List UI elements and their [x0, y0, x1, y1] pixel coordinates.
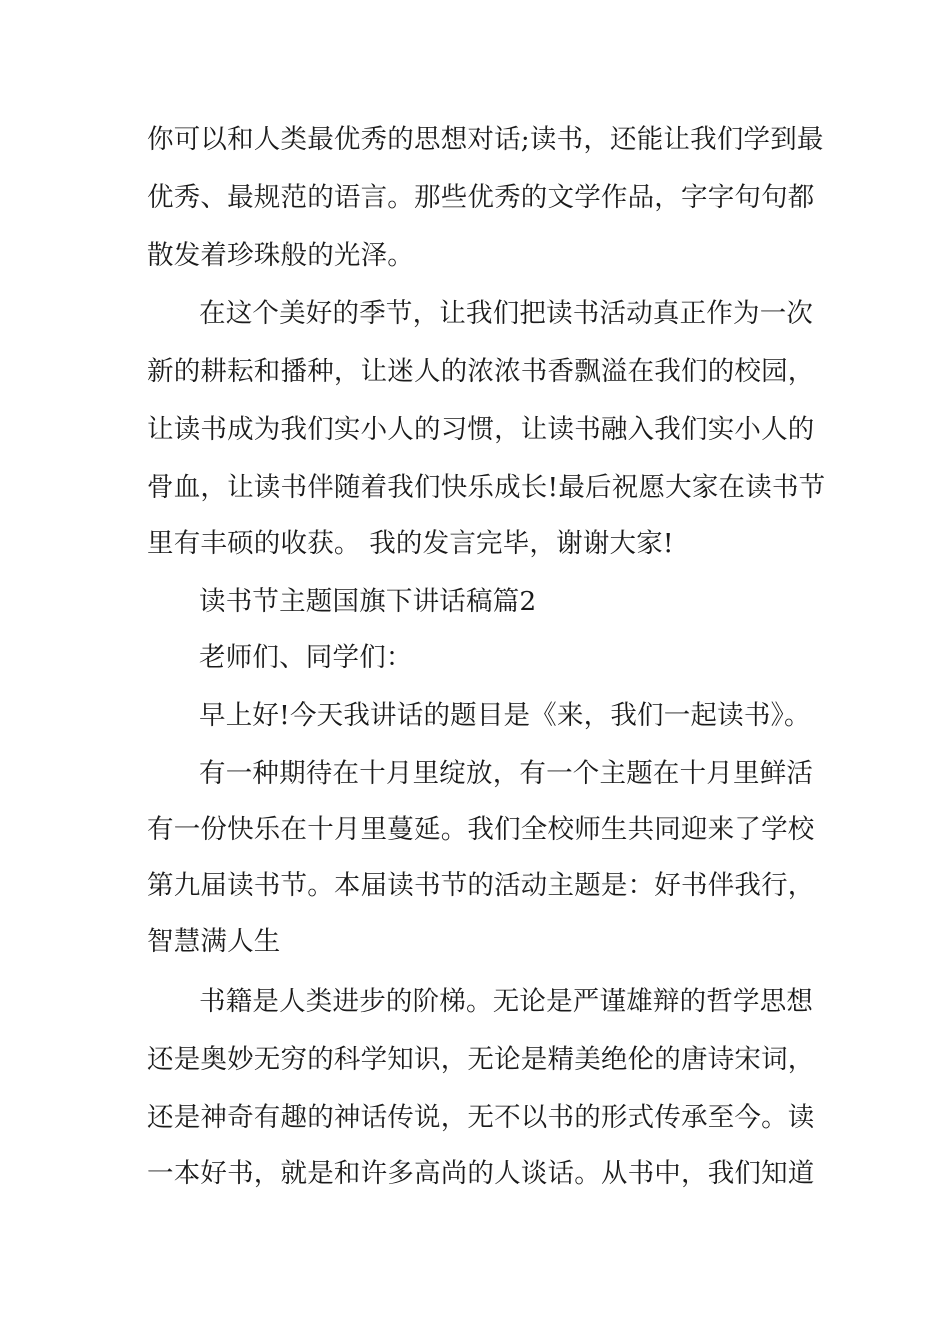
text-line: 有一份快乐在十月里蔓延。我们全校师生共同迎来了学校: [147, 814, 815, 845]
text-line: 骨血，让读书伴随着我们快乐成长!最后祝愿大家在读书节: [147, 472, 826, 503]
text-line: 智慧满人生: [147, 926, 281, 957]
text-line: 里有丰硕的收获。 我的发言完毕，谢谢大家!: [147, 528, 674, 559]
paragraph-start-line: 有一种期待在十月里绽放，有一个主题在十月里鲜活: [199, 758, 814, 789]
text-line: 让读书成为我们实小人的习惯，让读书融入我们实小人的: [147, 414, 815, 445]
text-line: 新的耕耘和播种，让迷人的浓浓书香飘溢在我们的校园，: [147, 356, 815, 387]
text-line: 你可以和人类最优秀的思想对话;读书，还能让我们学到最: [147, 124, 824, 155]
section-heading: 读书节主题国旗下讲话稿篇2: [199, 586, 537, 617]
text-line: 一本好书，就是和许多高尚的人谈话。从书中，我们知道: [147, 1158, 815, 1189]
text-line: 散发着珍珠般的光泽。: [147, 240, 414, 271]
greeting-line: 早上好!今天我讲话的题目是《来，我们一起读书》。: [199, 700, 811, 731]
text-line: 还是奥妙无穷的科学知识，无论是精美绝伦的唐诗宋词，: [147, 1044, 815, 1075]
text-line: 还是神奇有趣的神话传说，无不以书的形式传承至今。读: [147, 1102, 815, 1133]
salutation: 老师们、同学们：: [199, 642, 413, 673]
paragraph-start-line: 在这个美好的季节，让我们把读书活动真正作为一次: [199, 298, 814, 329]
paragraph-start-line: 书籍是人类进步的阶梯。无论是严谨雄辩的哲学思想: [199, 986, 814, 1017]
text-line: 第九届读书节。本届读书节的活动主题是：好书伴我行，: [147, 870, 815, 901]
text-line: 优秀、最规范的语言。那些优秀的文学作品，字字句句都: [147, 182, 815, 213]
